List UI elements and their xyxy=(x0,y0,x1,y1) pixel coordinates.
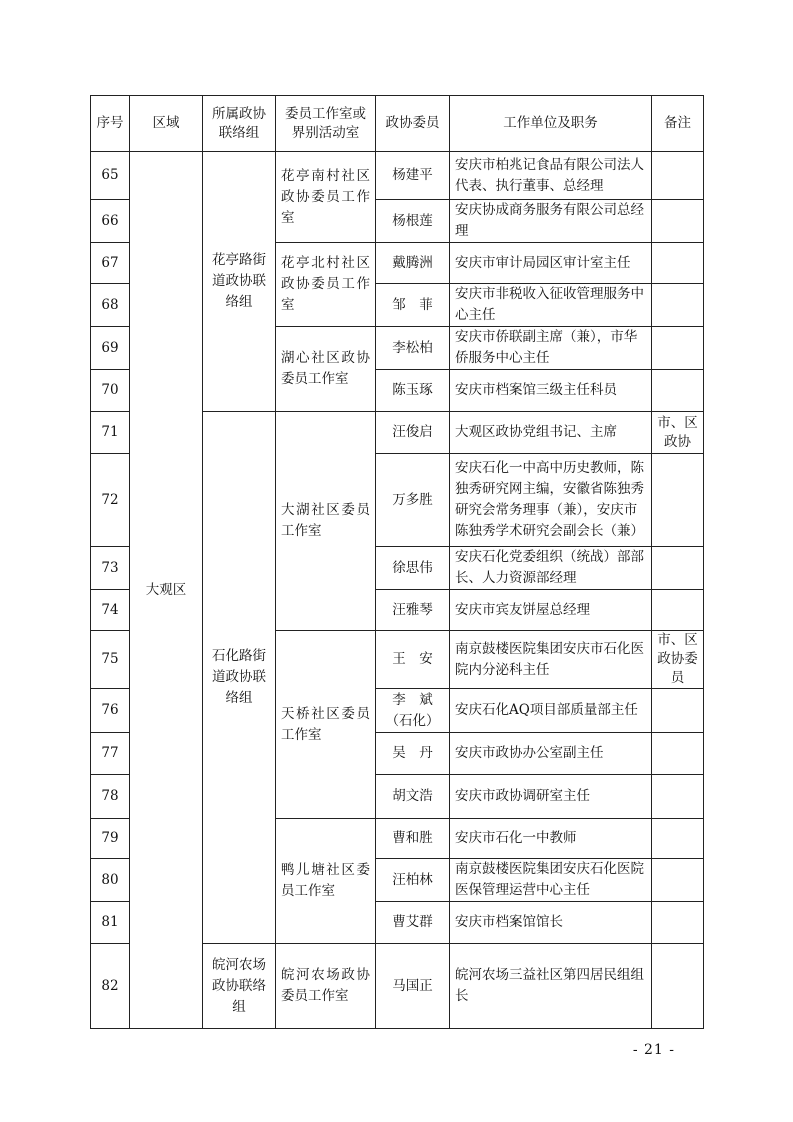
row-seq: 82 xyxy=(91,944,130,1029)
row-seq: 75 xyxy=(91,631,130,689)
studio-cell: 天桥社区委员工作室 xyxy=(276,631,376,819)
work-unit: 南京鼓楼医院集团安庆石化医院医保管理运营中心主任 xyxy=(450,859,652,902)
member-name: 邹 菲 xyxy=(376,284,450,327)
note-cell xyxy=(652,243,704,284)
group-cell: 石化路街道政协联络组 xyxy=(203,412,276,944)
studio-cell: 鸭儿塘社区委员工作室 xyxy=(276,819,376,944)
row-seq: 79 xyxy=(91,819,130,859)
row-seq: 71 xyxy=(91,412,130,454)
member-name: 汪柏林 xyxy=(376,859,450,902)
work-unit: 安庆市审计局园区审计室主任 xyxy=(450,243,652,284)
member-name: 王 安 xyxy=(376,631,450,689)
group-cell: 皖河农场政协联络组 xyxy=(203,944,276,1029)
row-seq: 67 xyxy=(91,243,130,284)
studio-cell: 皖河农场政协委员工作室 xyxy=(276,944,376,1029)
note-cell xyxy=(652,775,704,819)
note-cell: 市、区政协委员 xyxy=(652,631,704,689)
page-number: - 21 - xyxy=(632,1042,675,1058)
header-group: 所属政协联络组 xyxy=(203,96,276,152)
row-seq: 78 xyxy=(91,775,130,819)
row-seq: 65 xyxy=(91,152,130,200)
work-unit: 安庆石化党委组织（统战）部部长、人力资源部经理 xyxy=(450,547,652,590)
studio-cell: 湖心社区政协委员工作室 xyxy=(276,327,376,412)
note-cell xyxy=(652,454,704,547)
work-unit: 皖河农场三益社区第四居民组组长 xyxy=(450,944,652,1029)
studio-cell: 大湖社区委员工作室 xyxy=(276,412,376,631)
work-unit: 安庆石化AQ项目部质量部主任 xyxy=(450,689,652,733)
member-name: 陈玉琢 xyxy=(376,370,450,412)
member-name: 汪俊启 xyxy=(376,412,450,454)
header-region: 区域 xyxy=(130,96,203,152)
member-name: 曹艾群 xyxy=(376,902,450,944)
member-name: 曹和胜 xyxy=(376,819,450,859)
work-unit: 安庆市政协办公室副主任 xyxy=(450,733,652,775)
note-cell xyxy=(652,859,704,902)
studio-cell: 花亭南村社区政协委员工作室 xyxy=(276,152,376,243)
studio-cell: 花亭北村社区政协委员工作室 xyxy=(276,243,376,327)
work-unit: 安庆市档案馆馆长 xyxy=(450,902,652,944)
work-unit: 安庆市宾友饼屋总经理 xyxy=(450,590,652,631)
work-unit: 安庆市侨联副主席（兼），市华侨服务中心主任 xyxy=(450,327,652,370)
note-cell xyxy=(652,370,704,412)
member-name: 汪雅琴 xyxy=(376,590,450,631)
region-cell: 大观区 xyxy=(130,152,203,1029)
header-member: 政协委员 xyxy=(376,96,450,152)
member-name: 万多胜 xyxy=(376,454,450,547)
committee-member-table xyxy=(90,95,704,1029)
member-name: 吴 丹 xyxy=(376,733,450,775)
member-name: 李松柏 xyxy=(376,327,450,370)
note-cell xyxy=(652,733,704,775)
header-studio: 委员工作室或界别活动室 xyxy=(276,96,376,152)
table-header-row xyxy=(91,96,704,152)
work-unit: 安庆市政协调研室主任 xyxy=(450,775,652,819)
note-cell xyxy=(652,327,704,370)
work-unit: 安庆市柏兆记食品有限公司法人代表、执行董事、总经理 xyxy=(450,152,652,200)
work-unit: 南京鼓楼医院集团安庆市石化医院内分泌科主任 xyxy=(450,631,652,689)
work-unit: 安庆石化一中高中历史教师，陈独秀研究网主编，安徽省陈独秀研究会常务理事（兼），安庆市陈独秀学术研究会副会长（兼） xyxy=(450,454,652,547)
work-unit: 大观区政协党组书记、主席 xyxy=(450,412,652,454)
row-seq: 77 xyxy=(91,733,130,775)
note-cell xyxy=(652,902,704,944)
member-name: 戴腾洲 xyxy=(376,243,450,284)
row-seq: 76 xyxy=(91,689,130,733)
row-seq: 66 xyxy=(91,200,130,243)
row-seq: 80 xyxy=(91,859,130,902)
note-cell xyxy=(652,152,704,200)
member-name: 杨建平 xyxy=(376,152,450,200)
member-name: 李 斌（石化） xyxy=(376,689,450,733)
member-name: 徐思伟 xyxy=(376,547,450,590)
note-cell: 市、区政协 xyxy=(652,412,704,454)
row-seq: 81 xyxy=(91,902,130,944)
note-cell xyxy=(652,284,704,327)
row-seq: 68 xyxy=(91,284,130,327)
header-note: 备注 xyxy=(652,96,704,152)
row-seq: 69 xyxy=(91,327,130,370)
row-seq: 73 xyxy=(91,547,130,590)
member-name: 马国正 xyxy=(376,944,450,1029)
member-name: 胡文浩 xyxy=(376,775,450,819)
note-cell xyxy=(652,547,704,590)
header-seq: 序号 xyxy=(91,96,130,152)
note-cell xyxy=(652,590,704,631)
note-cell xyxy=(652,819,704,859)
work-unit: 安庆市非税收入征收管理服务中心主任 xyxy=(450,284,652,327)
table-row xyxy=(91,152,704,200)
row-seq: 70 xyxy=(91,370,130,412)
work-unit: 安庆市石化一中教师 xyxy=(450,819,652,859)
note-cell xyxy=(652,200,704,243)
header-unit: 工作单位及职务 xyxy=(450,96,652,152)
work-unit: 安庆协成商务服务有限公司总经理 xyxy=(450,200,652,243)
note-cell xyxy=(652,689,704,733)
note-cell xyxy=(652,944,704,1029)
group-cell: 花亭路街道政协联络组 xyxy=(203,152,276,412)
row-seq: 74 xyxy=(91,590,130,631)
row-seq: 72 xyxy=(91,454,130,547)
member-name: 杨根莲 xyxy=(376,200,450,243)
work-unit: 安庆市档案馆三级主任科员 xyxy=(450,370,652,412)
